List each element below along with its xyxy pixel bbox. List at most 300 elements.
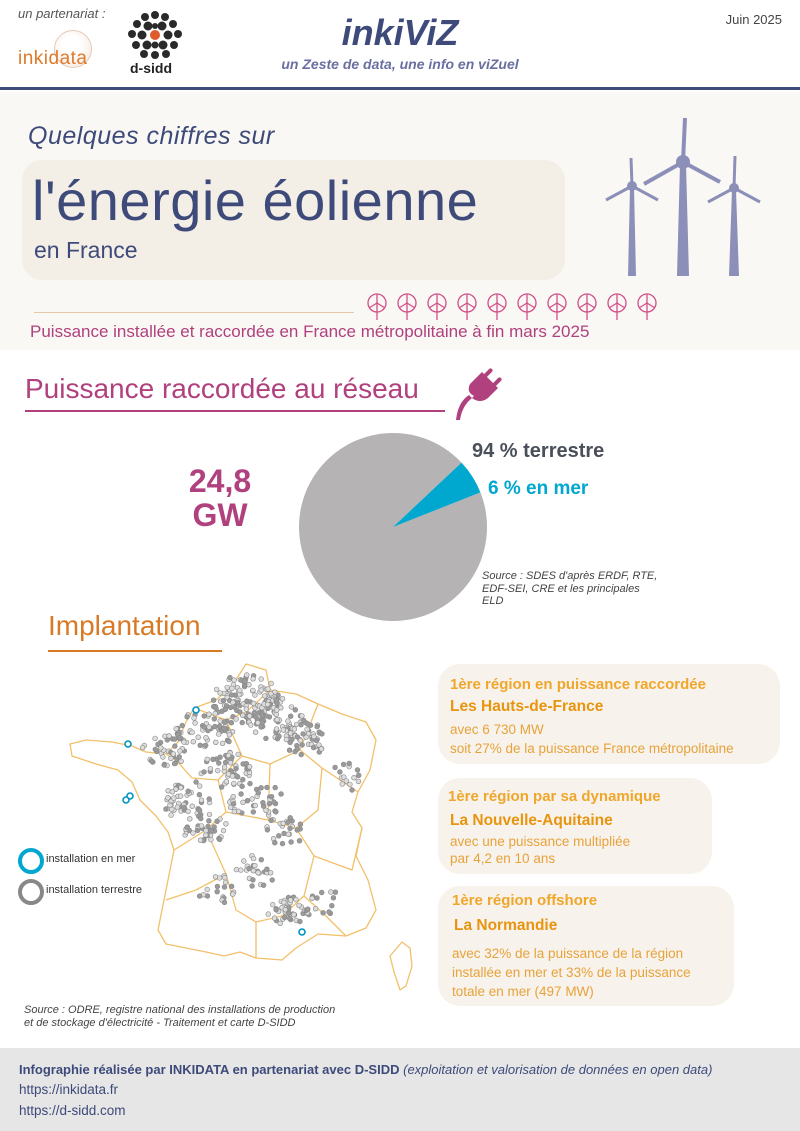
onshore-site-marker	[197, 894, 202, 899]
onshore-site-marker	[350, 788, 355, 793]
onshore-site-marker	[239, 792, 244, 797]
onshore-site-marker	[244, 707, 249, 712]
onshore-site-marker	[236, 752, 241, 757]
onshore-site-marker	[315, 724, 320, 729]
onshore-site-marker	[275, 717, 280, 722]
publication-date: Juin 2025	[725, 12, 782, 27]
onshore-site-marker	[209, 837, 214, 842]
onshore-site-marker	[213, 740, 218, 745]
onshore-site-marker	[204, 735, 209, 740]
onshore-site-marker	[281, 821, 286, 826]
onshore-site-marker	[202, 770, 207, 775]
onshore-site-marker	[240, 720, 245, 725]
card-text: totale en mer (497 MW)	[452, 984, 594, 999]
footer-credit-main: Infographie réalisée par INKIDATA en partenariat avec D-SIDD	[19, 1062, 400, 1077]
onshore-site-marker	[266, 687, 271, 692]
onshore-site-marker	[269, 794, 274, 799]
onshore-site-marker	[356, 779, 361, 784]
card-text: soit 27% de la puissance France métropolitaine	[450, 741, 734, 756]
onshore-site-marker	[230, 892, 235, 897]
onshore-site-marker	[305, 722, 310, 727]
onshore-site-marker	[187, 816, 192, 821]
onshore-site-marker	[191, 739, 196, 744]
onshore-site-marker	[202, 714, 207, 719]
onshore-site-marker	[288, 714, 293, 719]
total-power-unit: GW	[192, 497, 248, 533]
onshore-site-marker	[245, 699, 250, 704]
onshore-site-marker	[207, 797, 212, 802]
onshore-site-marker	[190, 730, 195, 735]
onshore-site-marker	[295, 747, 300, 752]
onshore-site-marker	[221, 828, 226, 833]
brand-tagline: un Zeste de data, une info en viZuel	[281, 56, 519, 72]
onshore-site-marker	[289, 840, 294, 845]
onshore-site-marker	[267, 801, 272, 806]
onshore-site-marker	[217, 837, 222, 842]
onshore-site-marker	[198, 838, 203, 843]
onshore-site-marker	[277, 734, 282, 739]
onshore-site-marker	[192, 716, 197, 721]
onshore-site-marker	[226, 753, 231, 758]
onshore-site-marker	[222, 900, 227, 905]
onshore-site-marker	[341, 762, 346, 767]
card-text: avec 6 730 MW	[450, 722, 544, 737]
onshore-site-marker	[207, 812, 212, 817]
onshore-site-marker	[207, 712, 212, 717]
onshore-site-marker	[251, 676, 256, 681]
onshore-site-marker	[313, 906, 318, 911]
offshore-site-marker	[125, 741, 131, 747]
land-share-label: 94 % terrestre	[472, 440, 605, 462]
onshore-site-marker	[305, 727, 310, 732]
onshore-site-marker	[262, 694, 267, 699]
onshore-site-marker	[223, 707, 228, 712]
card-heading: 1ère région par sa dynamique	[448, 788, 661, 805]
onshore-site-marker	[274, 809, 279, 814]
onshore-site-marker	[198, 816, 203, 821]
onshore-site-marker	[185, 825, 190, 830]
onshore-site-marker	[214, 687, 219, 692]
onshore-site-marker	[202, 725, 207, 730]
onshore-site-marker	[205, 757, 210, 762]
partnership-label: un partenariat :	[18, 6, 106, 21]
page-subtitle: en France	[34, 237, 138, 263]
wind-turbines-icon	[600, 110, 770, 280]
onshore-site-marker	[227, 732, 232, 737]
onshore-site-marker	[186, 789, 191, 794]
onshore-site-marker	[286, 719, 291, 724]
onshore-site-marker	[178, 749, 183, 754]
onshore-site-marker	[268, 870, 273, 875]
onshore-site-marker	[193, 721, 198, 726]
onshore-site-marker	[310, 896, 315, 901]
onshore-site-marker	[269, 681, 274, 686]
onshore-site-marker	[169, 813, 174, 818]
onshore-site-marker	[311, 745, 316, 750]
onshore-site-marker	[333, 890, 338, 895]
france-map	[56, 660, 428, 1000]
onshore-site-marker	[252, 710, 257, 715]
onshore-site-marker	[259, 677, 264, 682]
onshore-site-marker	[292, 912, 297, 917]
onshore-site-marker	[269, 691, 274, 696]
onshore-site-marker	[297, 903, 302, 908]
onshore-site-marker	[215, 819, 220, 824]
onshore-site-marker	[245, 798, 250, 803]
onshore-site-marker	[265, 867, 270, 872]
onshore-site-marker	[237, 688, 242, 693]
legend-sea-label: installation en mer	[46, 853, 136, 865]
onshore-site-marker	[228, 760, 233, 765]
onshore-site-marker	[215, 768, 220, 773]
onshore-site-marker	[259, 688, 264, 693]
onshore-site-marker	[204, 828, 209, 833]
onshore-site-marker	[315, 896, 320, 901]
onshore-site-marker	[222, 875, 227, 880]
onshore-site-marker	[230, 774, 235, 779]
onshore-site-marker	[340, 782, 345, 787]
onshore-site-marker	[239, 868, 244, 873]
onshore-site-marker	[272, 840, 277, 845]
onshore-site-marker	[301, 732, 306, 737]
onshore-site-marker	[270, 902, 275, 907]
onshore-site-marker	[235, 700, 240, 705]
onshore-site-marker	[248, 781, 253, 786]
onshore-site-marker	[229, 720, 234, 725]
card-text: avec 32% de la puissance de la région	[452, 946, 684, 961]
onshore-site-marker	[286, 911, 291, 916]
onshore-site-marker	[299, 722, 304, 727]
onshore-site-marker	[282, 831, 287, 836]
onshore-site-marker	[174, 726, 179, 731]
onshore-site-marker	[173, 744, 178, 749]
onshore-site-marker	[207, 725, 212, 730]
onshore-site-marker	[213, 724, 218, 729]
onshore-site-marker	[182, 740, 187, 745]
dsidd-dots-icon	[124, 10, 186, 60]
onshore-site-marker	[161, 755, 166, 760]
onshore-site-marker	[292, 727, 297, 732]
onshore-site-marker	[264, 736, 269, 741]
onshore-site-marker	[180, 723, 185, 728]
footer	[0, 1048, 800, 1131]
onshore-site-marker	[168, 803, 173, 808]
brand-title: inkiViZ	[341, 12, 459, 53]
onshore-site-marker	[149, 759, 154, 764]
onshore-site-marker	[265, 785, 270, 790]
onshore-site-marker	[229, 884, 234, 889]
onshore-site-marker	[259, 725, 264, 730]
power-source-note: Source : SDES d'après ERDF, RTE, EDF-SEI, CRE et les principales ELD	[482, 570, 658, 607]
onshore-site-marker	[220, 741, 225, 746]
onshore-site-marker	[251, 856, 256, 861]
section-location-heading: Implantation	[48, 610, 201, 641]
onshore-site-marker	[256, 791, 261, 796]
onshore-site-marker	[169, 756, 174, 761]
onshore-site-marker	[203, 833, 208, 838]
onshore-site-marker	[178, 794, 183, 799]
onshore-site-marker	[178, 736, 183, 741]
onshore-site-marker	[211, 698, 216, 703]
onshore-site-marker	[344, 779, 349, 784]
onshore-site-marker	[165, 738, 170, 743]
map-source-note	[24, 1004, 384, 1029]
onshore-site-marker	[294, 722, 299, 727]
footer-credit-note: (exploitation et valorisation de données en open data)	[403, 1062, 713, 1077]
onshore-site-marker	[253, 803, 258, 808]
onshore-site-marker	[222, 885, 227, 890]
onshore-site-marker	[216, 732, 221, 737]
onshore-site-marker	[185, 714, 190, 719]
onshore-site-marker	[234, 867, 239, 872]
onshore-site-marker	[215, 884, 220, 889]
onshore-site-marker	[224, 821, 229, 826]
onshore-site-marker	[197, 784, 202, 789]
region-card-nouvelle-aquitaine	[438, 778, 712, 874]
onshore-site-marker	[273, 785, 278, 790]
onshore-site-marker	[251, 877, 256, 882]
onshore-site-marker	[305, 907, 310, 912]
onshore-site-marker	[203, 743, 208, 748]
onshore-site-marker	[269, 818, 274, 823]
onshore-site-marker	[175, 805, 180, 810]
onshore-site-marker	[288, 826, 293, 831]
onshore-site-marker	[329, 903, 334, 908]
onshore-site-marker	[244, 673, 249, 678]
onshore-site-marker	[223, 760, 228, 765]
onshore-site-marker	[256, 870, 261, 875]
onshore-site-marker	[227, 739, 232, 744]
onshore-site-marker	[219, 785, 224, 790]
onshore-site-marker	[235, 775, 240, 780]
hero-divider	[34, 312, 354, 313]
onshore-site-marker	[251, 810, 256, 815]
onshore-site-marker	[194, 780, 199, 785]
onshore-site-marker	[259, 857, 264, 862]
onshore-site-marker	[248, 723, 253, 728]
onshore-site-marker	[286, 832, 291, 837]
onshore-site-marker	[240, 784, 245, 789]
onshore-site-marker	[289, 705, 294, 710]
onshore-site-marker	[281, 900, 286, 905]
onshore-site-marker	[222, 765, 227, 770]
onshore-site-marker	[321, 910, 326, 915]
footer-link-dsidd[interactable]: https://d-sidd.com	[19, 1103, 126, 1118]
onshore-site-marker	[299, 752, 304, 757]
onshore-site-marker	[312, 734, 317, 739]
sea-share-label: 6 % en mer	[488, 478, 589, 499]
onshore-site-marker	[240, 777, 245, 782]
onshore-site-marker	[265, 702, 270, 707]
onshore-site-marker	[207, 818, 212, 823]
onshore-site-marker	[217, 724, 222, 729]
onshore-site-marker	[300, 714, 305, 719]
onshore-site-marker	[264, 808, 269, 813]
region-card-normandie	[438, 886, 734, 1006]
offshore-site-marker	[123, 797, 129, 803]
turbine-pattern-icon	[366, 290, 666, 322]
onshore-site-marker	[276, 833, 281, 838]
onshore-site-marker	[270, 878, 275, 883]
map-source-line: Source : ODRE, registre national des installations de production	[24, 1004, 336, 1016]
onshore-site-marker	[232, 678, 237, 683]
onshore-site-marker	[282, 915, 287, 920]
onshore-site-marker	[197, 792, 202, 797]
onshore-site-marker	[153, 736, 158, 741]
onshore-site-marker	[215, 889, 220, 894]
onshore-site-marker	[198, 743, 203, 748]
onshore-site-marker	[251, 688, 256, 693]
onshore-site-marker	[225, 685, 230, 690]
onshore-site-marker	[287, 748, 292, 753]
card-region-name: La Nouvelle-Aquitaine	[450, 812, 613, 829]
onshore-site-marker	[253, 693, 258, 698]
onshore-site-marker	[280, 696, 285, 701]
onshore-site-marker	[320, 732, 325, 737]
card-region-name: La Normandie	[454, 917, 558, 934]
onshore-site-marker	[164, 807, 169, 812]
onshore-site-marker	[288, 898, 293, 903]
onshore-site-marker	[266, 912, 271, 917]
onshore-site-marker	[328, 890, 333, 895]
card-region-name: Les Hauts-de-France	[450, 698, 604, 715]
onshore-site-marker	[272, 916, 277, 921]
offshore-site-marker	[193, 707, 199, 713]
onshore-site-marker	[295, 828, 300, 833]
onshore-site-marker	[250, 884, 255, 889]
onshore-site-marker	[205, 887, 210, 892]
onshore-site-marker	[229, 693, 234, 698]
onshore-site-marker	[261, 800, 266, 805]
onshore-site-marker	[241, 800, 246, 805]
onshore-site-marker	[186, 809, 191, 814]
onshore-site-marker	[209, 829, 214, 834]
onshore-site-marker	[212, 825, 217, 830]
onshore-site-marker	[319, 890, 324, 895]
onshore-site-marker	[356, 773, 361, 778]
onshore-site-marker	[247, 764, 252, 769]
inkidata-logo-text: inkidata	[18, 48, 88, 69]
onshore-site-marker	[294, 897, 299, 902]
onshore-site-marker	[278, 921, 283, 926]
onshore-site-marker	[274, 698, 279, 703]
onshore-site-marker	[247, 866, 252, 871]
onshore-site-marker	[333, 765, 338, 770]
legend-land-label: installation terrestre	[46, 884, 142, 896]
inkidata-logo	[18, 30, 110, 74]
plug-icon	[452, 364, 508, 422]
power-pie-chart	[298, 432, 488, 622]
onshore-site-marker	[252, 863, 257, 868]
onshore-site-marker	[177, 754, 182, 759]
onshore-site-marker	[288, 815, 293, 820]
header-divider	[0, 87, 800, 90]
onshore-site-marker	[279, 792, 284, 797]
onshore-site-marker	[319, 747, 324, 752]
onshore-site-marker	[211, 757, 216, 762]
onshore-site-marker	[327, 910, 332, 915]
onshore-site-marker	[241, 859, 246, 864]
onshore-site-marker	[213, 874, 218, 879]
onshore-site-marker	[158, 745, 163, 750]
onshore-site-marker	[287, 916, 292, 921]
onshore-site-marker	[298, 919, 303, 924]
page-title: l'énergie éolienne	[32, 169, 479, 232]
legend-sea-marker	[18, 848, 44, 874]
onshore-site-marker	[281, 728, 286, 733]
onshore-site-marker	[255, 720, 260, 725]
onshore-site-marker	[196, 735, 201, 740]
card-heading: 1ère région en puissance raccordée	[450, 676, 706, 693]
onshore-site-marker	[231, 801, 236, 806]
onshore-site-marker	[295, 735, 300, 740]
onshore-site-marker	[195, 828, 200, 833]
card-text: avec une puissance multipliée	[450, 834, 631, 849]
onshore-site-marker	[243, 679, 248, 684]
onshore-site-marker	[234, 717, 239, 722]
onshore-site-marker	[259, 785, 264, 790]
onshore-site-marker	[300, 743, 305, 748]
onshore-site-marker	[253, 730, 258, 735]
onshore-site-marker	[199, 798, 204, 803]
dsidd-logo	[124, 10, 186, 78]
onshore-site-marker	[222, 720, 227, 725]
hero-intro: Quelques chiffres sur	[28, 122, 275, 150]
onshore-site-marker	[280, 841, 285, 846]
region-card-hauts-de-france	[438, 664, 780, 764]
onshore-site-marker	[286, 820, 291, 825]
onshore-site-marker	[171, 796, 176, 801]
onshore-site-marker	[153, 747, 158, 752]
onshore-site-marker	[338, 770, 343, 775]
legend-land-marker	[18, 879, 44, 905]
onshore-site-marker	[297, 838, 302, 843]
onshore-site-marker	[261, 883, 266, 888]
section-location-underline	[48, 650, 222, 652]
footer-link-inkidata[interactable]: https://inkidata.fr	[19, 1082, 119, 1097]
onshore-site-marker	[347, 761, 352, 766]
onshore-site-marker	[234, 766, 239, 771]
onshore-site-marker	[224, 779, 229, 784]
onshore-site-marker	[247, 714, 252, 719]
onshore-site-marker	[274, 727, 279, 732]
total-power	[150, 464, 290, 532]
offshore-site-marker	[299, 929, 305, 935]
onshore-site-marker	[162, 763, 167, 768]
onshore-site-marker	[182, 805, 187, 810]
onshore-site-marker	[208, 766, 213, 771]
onshore-site-marker	[274, 907, 279, 912]
onshore-site-marker	[250, 797, 255, 802]
onshore-site-marker	[260, 720, 265, 725]
onshore-site-marker	[172, 761, 177, 766]
footer-credit	[19, 1062, 712, 1077]
onshore-site-marker	[260, 713, 265, 718]
onshore-site-marker	[284, 737, 289, 742]
onshore-site-marker	[352, 775, 357, 780]
onshore-site-marker	[230, 686, 235, 691]
onshore-site-marker	[170, 789, 175, 794]
section-power-heading: Puissance raccordée au réseau	[25, 373, 419, 404]
total-power-value: 24,8	[188, 463, 252, 499]
onshore-site-marker	[213, 711, 218, 716]
onshore-site-marker	[265, 827, 270, 832]
onshore-site-marker	[238, 710, 243, 715]
onshore-site-marker	[232, 809, 237, 814]
hero-caption: Puissance installée et raccordée en France métropolitaine à fin mars 2025	[30, 322, 590, 341]
onshore-site-marker	[172, 737, 177, 742]
onshore-site-marker	[231, 781, 236, 786]
